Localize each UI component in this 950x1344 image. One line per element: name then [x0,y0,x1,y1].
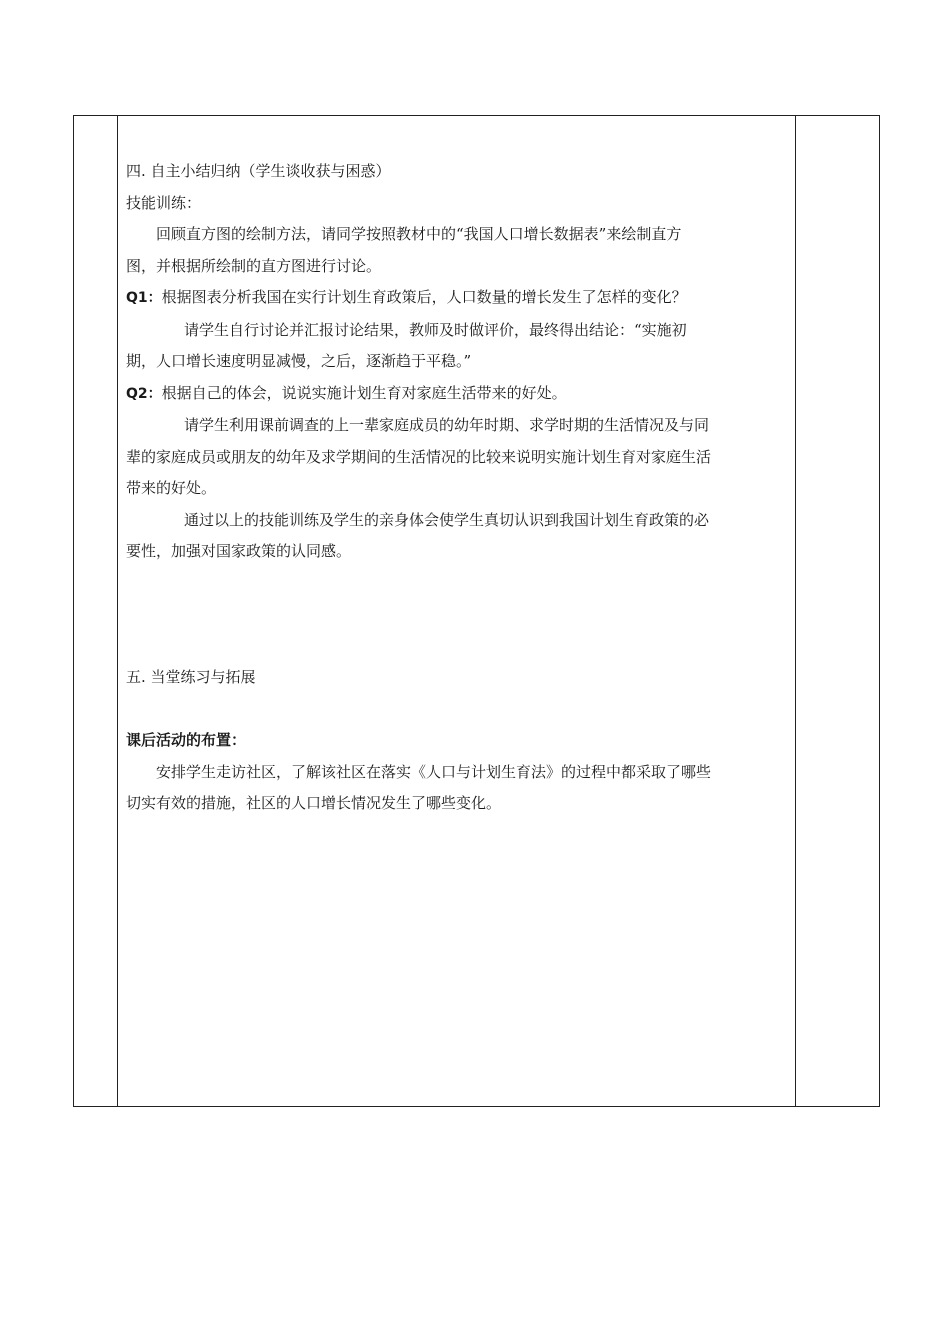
q2-answer-line1: 请学生利用课前调查的上一辈家庭成员的幼年时期、求学时期的生活情况及与同 [184,416,710,434]
spacer [126,693,790,725]
table-divider-left [117,116,118,1106]
para1-line1: 回顾直方图的绘制方法，请同学按照教材中的“我国人口增长数据表”来绘制直方 [156,225,682,243]
q2-answer-line3: 带来的好处。 [126,479,217,497]
q2-text: 根据自己的体会，说说实施计划生育对家庭生活带来的好处。 [161,383,567,402]
q1-answer-line1: 请学生自行讨论并汇报讨论结果，教师及时做评价，最终得出结论：“实施初 [184,320,687,339]
summary-line1: 通过以上的技能训练及学生的亲身体会使学生真切认识到我国计划生育政策的必 [184,510,710,529]
q2-label: Q2： [126,385,162,402]
table-divider-right [795,116,796,1106]
lesson-content-cell [126,156,790,820]
q1-text: 根据图表分析我国在实行计划生育政策后，人口数量的增长发生了怎样的变化？ [161,288,687,306]
skill-training-label: 技能训练： [126,193,202,212]
lesson-table [73,115,880,1107]
q2-question [126,378,790,411]
para1-line2: 图，并根据所绘制的直方图进行讨论。 [126,256,382,275]
q1-label: Q1： [126,290,162,306]
homework-heading: 课后活动的布置： [126,731,247,749]
section5-heading: 五. 当堂练习与拓展 [126,667,256,686]
q1-answer-line2: 期，人口增长速度明显减慢，之后，逐渐趋于平稳。” [126,352,472,370]
q1-question [126,282,790,315]
homework-line2: 切实有效的措施，社区的人口增长情况发生了哪些变化。 [126,794,502,812]
q2-answer-line2: 辈的家庭成员或朋友的幼年及求学期间的生活情况的比较来说明实施计划生育对家庭生活 [126,447,712,466]
spacer [126,568,790,662]
section4-heading: 四. 自主小结归纳（学生谈收获与困惑） [126,162,391,180]
summary-line2: 要性，加强对国家政策的认同感。 [126,542,352,560]
homework-line1: 安排学生走访社区，了解该社区在落实《人口与计划生育法》的过程中都采取了哪些 [156,762,712,781]
